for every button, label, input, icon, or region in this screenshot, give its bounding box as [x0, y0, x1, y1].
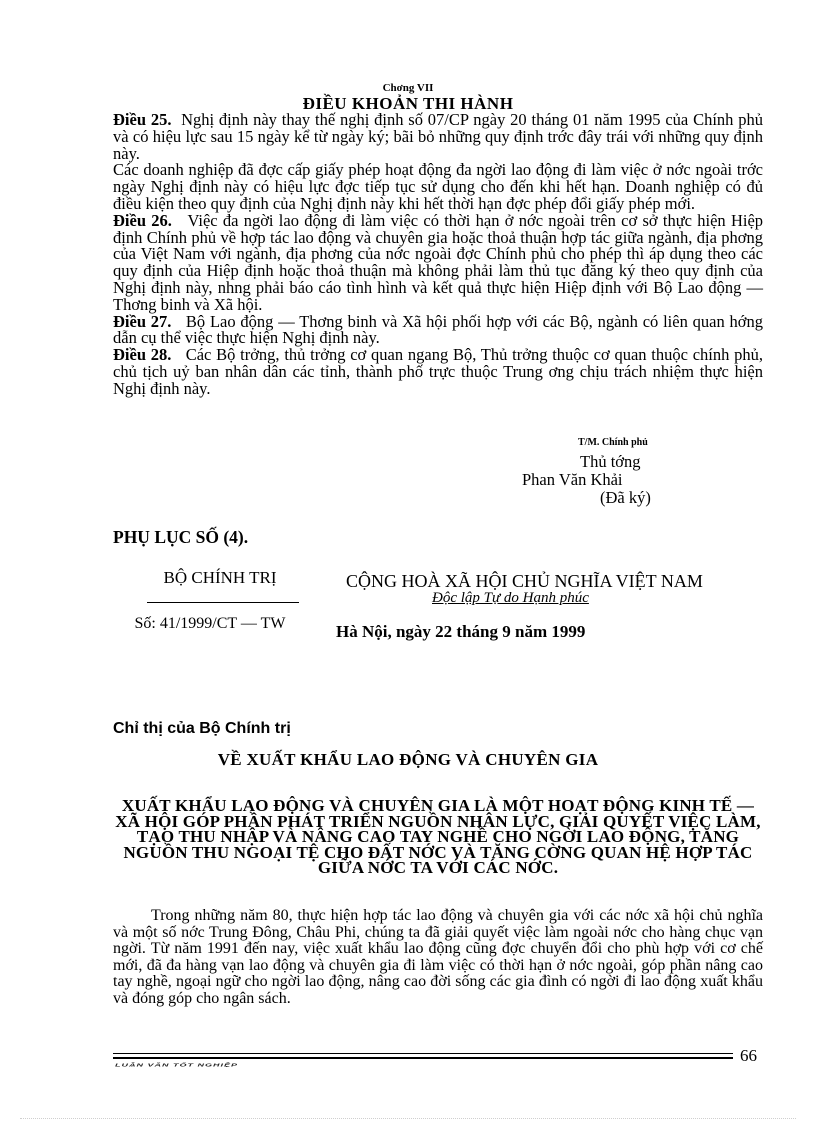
article-label: Điều 28.: [113, 345, 172, 365]
chapter-number: Chơng VII: [382, 82, 434, 94]
national-motto: Độc lập Tự do Hạnh phúc: [432, 590, 589, 606]
signature-name: Phan Văn Khải: [522, 470, 623, 489]
article-label: Điều 25.: [113, 110, 172, 129]
article-27: Điều 27. Bộ Lao động — Thơng binh và Xã hội phối hợp với các Bộ, ngành có liên quan hớng dẫn cụ thể việc thực hiện Nghị định này.: [113, 311, 764, 348]
appendix-heading: PHỤ LỤC SỐ (4).: [113, 527, 249, 547]
article-label: Điều 26.: [113, 210, 172, 230]
document-number: Số: 41/1999/CT — TW: [134, 615, 286, 632]
directive-lead: XUẤT KHẨU LAO ĐỘNG VÀ CHUYÊN GIA LÀ MỘT HOẠT ĐỘNG KINH TẾ — XÃ HỘI GÓP PHẦN PHÁT TRIỂN NGUỒN NHÂN LỰC, GIẢI QUYẾT VIỆC LÀM, TẠO THU NHẬP VÀ NÂNG CAO TAY NGHỀ CHO NGỜI LAO ĐỘNG, TĂNG NGUỒN THU NGOẠI TỆ CHO ĐẤT NỚC VÀ TĂNG CỜNG QUAN HỆ HỢP TÁC GIỮA NỚC TA VỚI CÁC NỚC.: [115, 796, 761, 877]
page-bottom-dotted-line: [20, 1118, 796, 1119]
footer-watermark: LUẬN VĂN TỐT NGHIỆP: [115, 1062, 239, 1068]
issuer-name: BỘ CHÍNH TRỊ: [163, 568, 277, 587]
directive-body: [113, 908, 763, 1007]
page-number: 66: [740, 1046, 757, 1065]
signature-signed: (Đã ký): [600, 488, 651, 507]
chapter-title: ĐIỀU KHOẢN THI HÀNH: [302, 94, 514, 113]
signature-title: Thủ tớng: [580, 452, 641, 471]
footer-rule-thick: [113, 1057, 733, 1059]
article-label: Điều 27.: [113, 311, 172, 331]
national-title: CỘNG HOÀ XÃ HỘI CHỦ NGHĨA VIỆT NAM: [346, 571, 703, 591]
articles-block: [113, 112, 763, 398]
footer-rule: [113, 1053, 733, 1054]
directive-label: Chỉ thị của Bộ Chính trị: [113, 720, 291, 737]
issuer-rule: [147, 602, 299, 603]
issue-date: Hà Nội, ngày 22 tháng 9 năm 1999: [336, 622, 586, 641]
directive-topic: VỀ XUẤT KHẨU LAO ĐỘNG VÀ CHUYÊN GIA: [217, 750, 599, 769]
article-25-para-2: Các doanh nghiệp đã đợc cấp giấy phép hoạt động đa ngời lao động đi làm việc ở nớc ngoài trớc ngày Nghị định này có hiệu lực đợc tiếp tục sử dụng cho đến khi hết hạn. Doanh nghiệp có đủ điều kiện theo quy định của Nghị định này khi hết thời hạn đợc phép đổi giấy phép mới.: [113, 160, 763, 213]
article-25-para-1: Điều 25. Nghị định này thay thế nghị định số 07/CP ngày 20 tháng 01 năm 1995 của Chính phủ và có hiệu lực sau 15 ngày kể từ ngày ký; bãi bỏ những quy định trớc đây trái với những quy định này.: [113, 110, 764, 163]
article-28: Điều 28. Các Bộ trởng, thủ trởng cơ quan ngang Bộ, Thủ trởng thuộc cơ quan thuộc chính phủ, chủ tịch uỷ ban nhân dân các tỉnh, thành phố trực thuộc Trung ơng chịu trách nhiệm thực hiện Nghị định này.: [113, 345, 764, 398]
signature-org: T/M. Chính phủ: [578, 437, 648, 448]
body-paragraph: Trong những năm 80, thực hiện hợp tác lao động và chuyên gia với các nớc xã hội chủ nghĩa và một số nớc Trung Đông, Châu Phi, chúng ta đã giải quyết việc làm ngoài nớc cho hàng chục vạn ngời. Từ năm 1991 đến nay, việc xuất khẩu lao động cũng đợc chuyển đổi cho phù hợp với cơ chế mới, đã đa hàng vạn lao động và chuyên gia đi làm việc có thời hạn ở nớc ngoài, góp phần nâng cao tay nghề, ngoại ngữ cho ngời lao động, nâng cao đời sống các gia đình có ngời đi lao động xuất khẩu và đóng góp cho ngân sách.: [113, 907, 763, 1007]
article-26: Điều 26. Việc đa ngời lao động đi làm việc có thời hạn ở nớc ngoài trên cơ sở thực hiện Hiệp định Chính phủ về hợp tác lao động và chuyên gia hoặc thoả thuận hợp tác giữa ngành, địa phơng của Việt Nam với ngành, địa phơng của nớc ngoài đợc Chính phủ cho phép thì áp dụng theo các quy định của Hiệp định hoặc thoả thuận mà không phải làm thủ tục đăng ký theo quy định của Nghị định này, nhng phải báo cáo tình hình và kết quả thực hiện Hiệp định với Bộ Lao động — Thơng binh và Xã hội.: [113, 210, 764, 314]
